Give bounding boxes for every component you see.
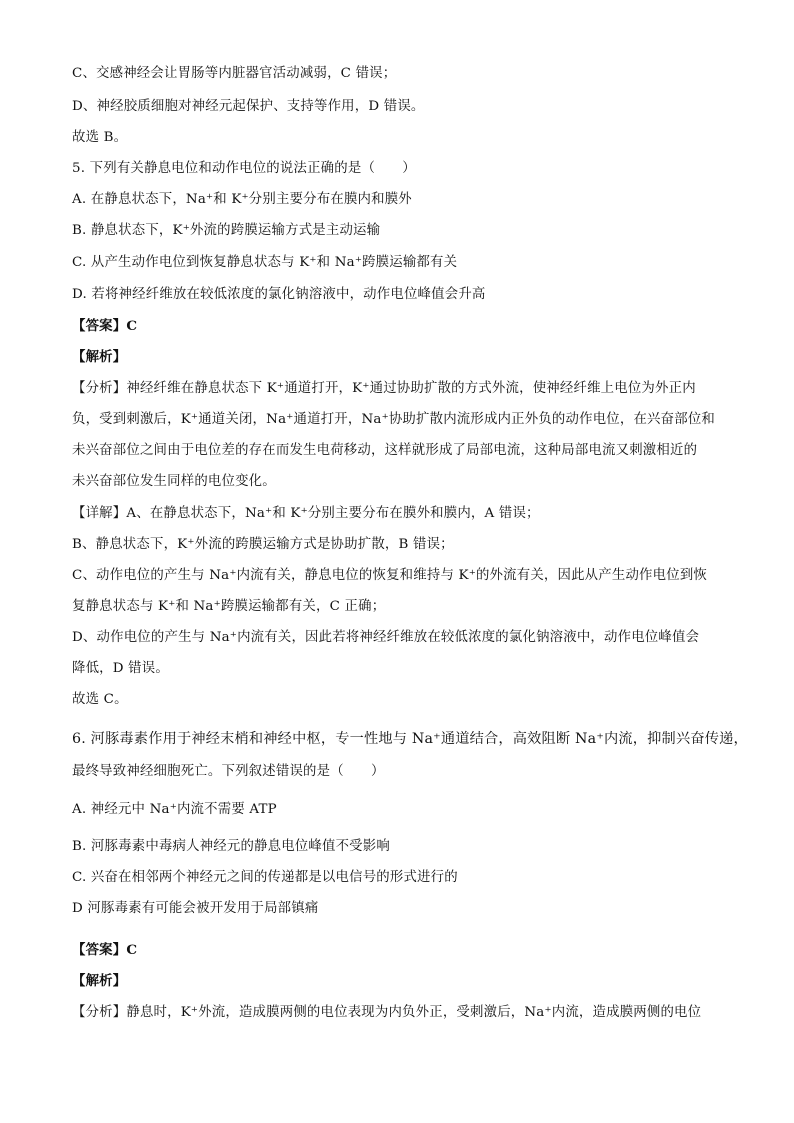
answer-label: 【答案】C bbox=[72, 942, 138, 958]
text-line: C、交感神经会让胃肠等内脏器官活动减弱，C 错误； bbox=[72, 66, 397, 81]
detail-text: D、动作电位的产生与 Na⁺内流有关，因此若将神经纤维放在较低浓度的氯化钠溶液中，动作电位峰值会 bbox=[72, 630, 700, 645]
answer-label: 【答案】C bbox=[72, 318, 138, 334]
option-b: B. 静息状态下，K⁺外流的跨膜运输方式是主动运输 bbox=[72, 223, 381, 238]
question-stem: 最终导致神经细胞死亡。下列叙述错误的是（ ） bbox=[72, 764, 385, 779]
analysis-text: 负，受到刺激后，K⁺通道关闭，Na⁺通道打开，Na⁺协助扩散内流形成内正外负的动作电位，在兴奋部位和 bbox=[72, 412, 716, 427]
detail-text: 复静息状态与 K⁺和 Na⁺跨膜运输都有关，C 正确； bbox=[72, 599, 386, 614]
option-a: A. 在静息状态下，Na⁺和 K⁺分别主要分布在膜内和膜外 bbox=[72, 192, 412, 207]
text-line: 故选 C。 bbox=[72, 692, 128, 707]
detail-text: 降低，D 错误。 bbox=[72, 661, 169, 676]
option-c: C. 兴奋在相邻两个神经元之间的传递都是以电信号的形式进行的 bbox=[72, 870, 458, 885]
option-d: D 河豚毒素有可能会被开发用于局部镇痛 bbox=[72, 901, 319, 916]
option-c: C. 从产生动作电位到恢复静息状态与 K⁺和 Na⁺跨膜运输都有关 bbox=[72, 255, 458, 270]
question-stem: 6. 河豚毒素作用于神经末梢和神经中枢，专一性地与 Na⁺通道结合，高效阻断 Na⁺内流，抑制兴奋传递， bbox=[72, 731, 748, 747]
text-line: D、神经胶质细胞对神经元起保护、支持等作用，D 错误。 bbox=[72, 99, 425, 114]
option-a: A. 神经元中 Na⁺内流不需要 ATP bbox=[72, 802, 277, 817]
text-line: 故选 B。 bbox=[72, 130, 128, 145]
detail-text: C、动作电位的产生与 Na⁺内流有关，静息电位的恢复和维持与 K⁺的外流有关，因此从产生动作电位到恢 bbox=[72, 568, 708, 583]
analysis-label: 【解析】 bbox=[72, 973, 127, 989]
question-stem: 5. 下列有关静息电位和动作电位的说法正确的是（ ） bbox=[72, 161, 416, 176]
analysis-text: 未兴奋部位之间由于电位差的存在而发生电荷移动，这样就形成了局部电流，这种局部电流又刺激相近的 bbox=[72, 443, 698, 458]
analysis-label: 【解析】 bbox=[72, 349, 127, 365]
analysis-text: 未兴奋部位发生同样的电位变化。 bbox=[72, 474, 276, 489]
analysis-text: 【分析】静息时，K⁺外流，造成膜两侧的电位表现为内负外正，受刺激后，Na⁺内流，造成膜两侧的电位 bbox=[72, 1005, 702, 1020]
detail-text: 【详解】A、在静息状态下，Na⁺和 K⁺分别主要分布在膜外和膜内，A 错误； bbox=[72, 506, 540, 521]
detail-text: B、静息状态下，K⁺外流的跨膜运输方式是协助扩散，B 错误； bbox=[72, 537, 454, 552]
analysis-text: 【分析】神经纤维在静息状态下 K⁺通道打开，K⁺通过协助扩散的方式外流，使神经纤维上电位为外正内 bbox=[72, 381, 696, 396]
option-d: D. 若将神经纤维放在较低浓度的氯化钠溶液中，动作电位峰值会升高 bbox=[72, 287, 486, 302]
option-b: B. 河豚毒素中毒病人神经元的静息电位峰值不受影响 bbox=[72, 839, 390, 854]
